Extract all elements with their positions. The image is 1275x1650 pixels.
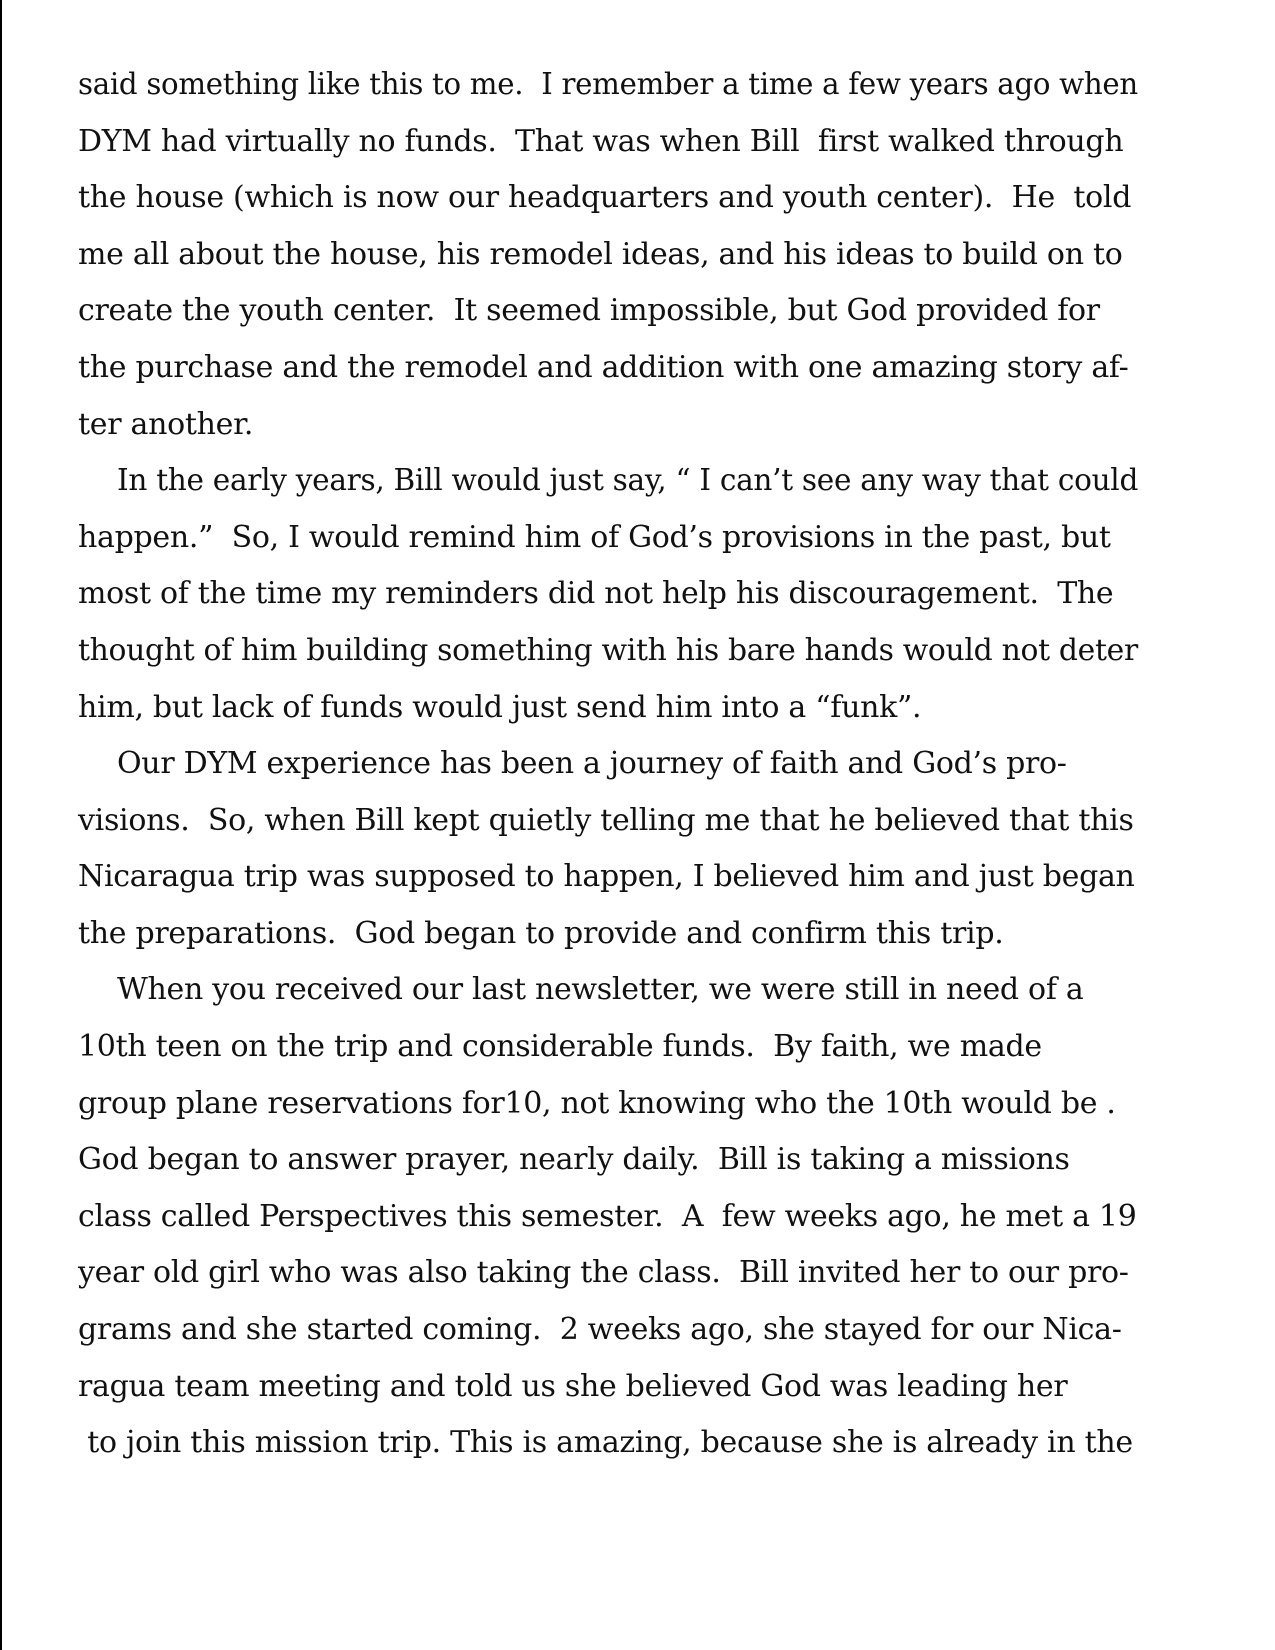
text-line: ter another. (78, 407, 254, 442)
paragraph-start-line: Our DYM experience has been a journey of faith and God’s pro- (117, 746, 1067, 781)
text-line: 10th teen on the trip and considerable funds. By faith, we made (78, 1029, 1042, 1064)
paragraph-start-line: In the early years, Bill would just say, “ I can’t see any way that could (117, 463, 1139, 498)
text-line: grams and she started coming. 2 weeks ago, she stayed for our Nica- (78, 1312, 1122, 1347)
paragraph-start-line: When you received our last newsletter, we were still in need of a (117, 972, 1084, 1007)
text-line: visions. So, when Bill kept quietly telling me that he believed that this (78, 803, 1134, 838)
text-line: the house (which is now our headquarters and youth center). He told (78, 180, 1132, 215)
text-line: create the youth center. It seemed impossible, but God provided for (78, 293, 1100, 328)
text-line: ragua team meeting and told us she believed God was leading her (78, 1369, 1068, 1404)
text-line: the preparations. God began to provide and confirm this trip. (78, 916, 1004, 951)
text-line: God began to answer prayer, nearly daily. Bill is taking a missions (78, 1142, 1070, 1177)
text-line: to join this mission trip. This is amazing, because she is already in the (78, 1425, 1133, 1460)
text-line: him, but lack of funds would just send him into a “funk”. (78, 690, 922, 725)
text-line: Nicaragua trip was supposed to happen, I believed him and just began (78, 859, 1135, 894)
text-line: year old girl who was also taking the class. Bill invited her to our pro- (78, 1255, 1129, 1290)
text-line: DYM had virtually no funds. That was when Bill first walked through (78, 124, 1124, 159)
text-line: thought of him building something with his bare hands would not deter (78, 633, 1138, 668)
text-line: the purchase and the remodel and addition with one amazing story af- (78, 350, 1129, 385)
text-line: said something like this to me. I remember a time a few years ago when (78, 67, 1138, 102)
text-line: me all about the house, his remodel ideas, and his ideas to build on to (78, 237, 1123, 272)
text-line: most of the time my reminders did not help his discouragement. The (78, 576, 1114, 611)
text-line: happen.” So, I would remind him of God’s provisions in the past, but (78, 520, 1111, 555)
text-line: group plane reservations for10, not knowing who the 10th would be . (78, 1086, 1116, 1121)
text-line: class called Perspectives this semester. A few weeks ago, he met a 19 (78, 1199, 1137, 1234)
